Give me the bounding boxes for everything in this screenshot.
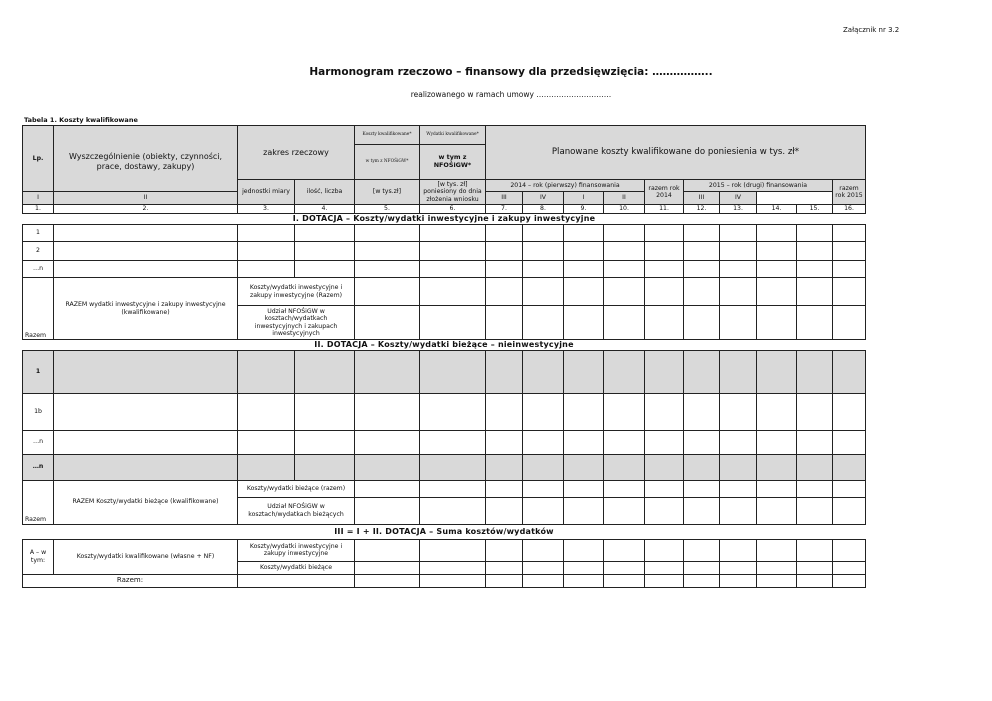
cell[interactable] bbox=[720, 480, 757, 497]
table-row bbox=[23, 430, 866, 454]
row-number: 1 bbox=[23, 225, 54, 242]
cell[interactable] bbox=[757, 350, 797, 393]
cell[interactable] bbox=[486, 454, 523, 480]
cell[interactable] bbox=[757, 242, 797, 261]
cell[interactable] bbox=[238, 430, 295, 454]
cell[interactable] bbox=[54, 350, 238, 393]
header-rok-2014: 2014 – rok (pierwszy) finansowania bbox=[486, 180, 645, 192]
column-numbers-row bbox=[23, 205, 866, 214]
table-row bbox=[23, 261, 866, 278]
cell[interactable] bbox=[54, 430, 238, 454]
cell[interactable] bbox=[564, 561, 604, 574]
table-row bbox=[23, 393, 866, 430]
cell[interactable] bbox=[645, 497, 684, 524]
cell[interactable] bbox=[604, 393, 645, 430]
cell[interactable] bbox=[523, 278, 564, 306]
cell[interactable] bbox=[797, 480, 833, 497]
cost-schedule-table bbox=[22, 125, 866, 588]
header-q1-2014: I bbox=[23, 192, 54, 205]
header-q2-2015: II bbox=[604, 192, 645, 205]
cell[interactable] bbox=[420, 561, 486, 574]
cell[interactable] bbox=[797, 561, 833, 574]
col-number: 13. bbox=[720, 205, 757, 214]
section-2-title: II. DOTACJA – Koszty/wydatki bieżące – nieinwestycyjne bbox=[23, 340, 866, 351]
cell[interactable] bbox=[486, 242, 523, 261]
cell[interactable] bbox=[564, 261, 604, 278]
razem-label: Razem bbox=[23, 278, 54, 340]
section-3-title: III = I + II. DOTACJA – Suma kosztów/wydatków bbox=[23, 524, 866, 539]
cell[interactable] bbox=[604, 225, 645, 242]
cell[interactable] bbox=[564, 350, 604, 393]
cell[interactable] bbox=[564, 454, 604, 480]
cell[interactable] bbox=[355, 278, 420, 306]
cell[interactable] bbox=[486, 278, 523, 306]
cell[interactable] bbox=[684, 278, 720, 306]
cell[interactable] bbox=[564, 430, 604, 454]
header-q2-2014: II bbox=[54, 192, 238, 205]
cell[interactable] bbox=[604, 306, 645, 340]
col-number: 16. bbox=[833, 205, 866, 214]
table-row bbox=[23, 350, 866, 393]
cell[interactable] bbox=[797, 393, 833, 430]
header-w-tys: [w tys.zł] bbox=[355, 180, 420, 205]
cell[interactable] bbox=[684, 225, 720, 242]
header-poniesiony: [w tys. zł] poniesiony do dnia złożenia wniosku bbox=[420, 180, 486, 205]
col-number: 11. bbox=[645, 205, 684, 214]
cell[interactable] bbox=[720, 539, 757, 561]
cell[interactable] bbox=[486, 261, 523, 278]
cell[interactable] bbox=[645, 454, 684, 480]
section-3-sub-current: Koszty/wydatki bieżące bbox=[238, 561, 355, 574]
cell[interactable] bbox=[797, 278, 833, 306]
cell[interactable] bbox=[720, 561, 757, 574]
cell[interactable] bbox=[523, 497, 564, 524]
cell[interactable] bbox=[523, 225, 564, 242]
header-q3-2015: III bbox=[684, 192, 720, 205]
cell[interactable] bbox=[757, 261, 797, 278]
cell[interactable] bbox=[645, 574, 684, 587]
cell[interactable] bbox=[645, 430, 684, 454]
cell[interactable] bbox=[757, 574, 797, 587]
cell[interactable] bbox=[833, 430, 866, 454]
header-q3-2014: III bbox=[486, 192, 523, 205]
header-jednostki: jednostki miary bbox=[238, 180, 295, 205]
cell[interactable] bbox=[238, 261, 295, 278]
cell[interactable] bbox=[564, 278, 604, 306]
section-1-title: I. DOTACJA – Koszty/wydatki inwestycyjne i zakupy inwestycyjne bbox=[23, 214, 866, 225]
cell[interactable] bbox=[238, 350, 295, 393]
cell[interactable] bbox=[54, 242, 238, 261]
cell[interactable] bbox=[757, 454, 797, 480]
cell[interactable] bbox=[720, 306, 757, 340]
cell[interactable] bbox=[486, 539, 523, 561]
cell[interactable] bbox=[420, 393, 486, 430]
cell[interactable] bbox=[486, 225, 523, 242]
cell[interactable] bbox=[757, 561, 797, 574]
cell[interactable] bbox=[833, 480, 866, 497]
cell[interactable] bbox=[720, 242, 757, 261]
cell[interactable] bbox=[420, 497, 486, 524]
cell[interactable] bbox=[797, 430, 833, 454]
col-number: 9. bbox=[564, 205, 604, 214]
col-number: 15. bbox=[797, 205, 833, 214]
cell[interactable] bbox=[684, 393, 720, 430]
razem-label: Razem bbox=[23, 480, 54, 524]
cell[interactable] bbox=[645, 242, 684, 261]
cell[interactable] bbox=[355, 454, 420, 480]
cell[interactable] bbox=[564, 393, 604, 430]
cell[interactable] bbox=[720, 350, 757, 393]
cell[interactable] bbox=[238, 574, 355, 587]
header-w-tym-nfosigw: w tym z NFOŚiGW* bbox=[420, 145, 486, 180]
cell[interactable] bbox=[523, 350, 564, 393]
cell[interactable] bbox=[523, 393, 564, 430]
cell[interactable] bbox=[684, 454, 720, 480]
header-razem-2015: razem rok 2015 bbox=[833, 180, 866, 205]
cell[interactable] bbox=[355, 539, 420, 561]
cell[interactable] bbox=[564, 497, 604, 524]
cell[interactable] bbox=[355, 480, 420, 497]
table-row bbox=[23, 574, 866, 587]
cell[interactable] bbox=[684, 261, 720, 278]
cell[interactable] bbox=[355, 225, 420, 242]
cell[interactable] bbox=[420, 350, 486, 393]
cell[interactable] bbox=[720, 225, 757, 242]
cell[interactable] bbox=[604, 278, 645, 306]
header-lp: Lp. bbox=[23, 126, 54, 192]
row-number: …n bbox=[23, 454, 54, 480]
razem-description: RAZEM Koszty/wydatki bieżące (kwalifikowane) bbox=[54, 480, 238, 524]
section-3-description: Koszty/wydatki kwalifikowane (własne + NF) bbox=[54, 539, 238, 574]
cell[interactable] bbox=[564, 539, 604, 561]
header-planowane: Planowane koszty kwalifikowane do poniesienia w tys. zł* bbox=[486, 126, 866, 180]
cell[interactable] bbox=[797, 261, 833, 278]
cell[interactable] bbox=[486, 480, 523, 497]
cell[interactable] bbox=[523, 430, 564, 454]
table-row bbox=[23, 539, 866, 561]
col-number: 1. bbox=[23, 205, 54, 214]
cell[interactable] bbox=[295, 242, 355, 261]
cell[interactable] bbox=[486, 306, 523, 340]
cell[interactable] bbox=[295, 225, 355, 242]
cell[interactable] bbox=[645, 278, 684, 306]
col-number: 6. bbox=[420, 205, 486, 214]
page-title: Harmonogram rzeczowo – finansowy dla przedsięwzięcia: …………….. bbox=[309, 66, 713, 78]
cell[interactable] bbox=[833, 574, 866, 587]
header-wyszczegolnienie: Wyszczególnienie (obiekty, czynności, prace, dostawy, zakupy) bbox=[54, 126, 238, 192]
cell[interactable] bbox=[54, 393, 238, 430]
razem-description: RAZEM wydatki inwestycyjne i zakupy inwestycyjne (kwalifikowane) bbox=[54, 278, 238, 340]
cell[interactable] bbox=[295, 454, 355, 480]
table-row bbox=[23, 242, 866, 261]
col-number: 5. bbox=[355, 205, 420, 214]
table-row bbox=[23, 278, 866, 306]
row-number: …n bbox=[23, 430, 54, 454]
page-subtitle: realizowanego w ramach umowy ………………………… bbox=[410, 90, 612, 99]
row-number: …n bbox=[23, 261, 54, 278]
cell[interactable] bbox=[420, 306, 486, 340]
cell[interactable] bbox=[684, 497, 720, 524]
cell[interactable] bbox=[797, 225, 833, 242]
cell[interactable] bbox=[564, 306, 604, 340]
cell[interactable] bbox=[757, 480, 797, 497]
cell[interactable] bbox=[684, 574, 720, 587]
cell[interactable] bbox=[645, 480, 684, 497]
cell[interactable] bbox=[295, 430, 355, 454]
col-number: 2. bbox=[54, 205, 238, 214]
cell[interactable] bbox=[720, 454, 757, 480]
cell[interactable] bbox=[833, 225, 866, 242]
cell[interactable] bbox=[604, 539, 645, 561]
header-ilosc: ilość, liczba bbox=[295, 180, 355, 205]
cell[interactable] bbox=[720, 497, 757, 524]
row-number: 1 bbox=[23, 350, 54, 393]
cell[interactable] bbox=[645, 350, 684, 393]
cell[interactable] bbox=[523, 561, 564, 574]
header-q4-2014: IV bbox=[523, 192, 564, 205]
cell[interactable] bbox=[604, 497, 645, 524]
cell[interactable] bbox=[486, 561, 523, 574]
cell[interactable] bbox=[420, 574, 486, 587]
cell[interactable] bbox=[355, 561, 420, 574]
header-zakres: zakres rzeczowy bbox=[238, 126, 355, 180]
cell[interactable] bbox=[523, 480, 564, 497]
cell[interactable] bbox=[523, 306, 564, 340]
cell[interactable] bbox=[604, 561, 645, 574]
cell[interactable] bbox=[420, 225, 486, 242]
cell[interactable] bbox=[797, 497, 833, 524]
cell[interactable] bbox=[355, 242, 420, 261]
cell[interactable] bbox=[486, 393, 523, 430]
cell[interactable] bbox=[420, 480, 486, 497]
cell[interactable] bbox=[833, 454, 866, 480]
col-number: 4. bbox=[295, 205, 355, 214]
cell[interactable] bbox=[355, 306, 420, 340]
cell[interactable] bbox=[797, 242, 833, 261]
cell[interactable] bbox=[645, 261, 684, 278]
cell[interactable] bbox=[604, 430, 645, 454]
cell[interactable] bbox=[238, 454, 295, 480]
cell[interactable] bbox=[523, 574, 564, 587]
cell[interactable] bbox=[684, 430, 720, 454]
cell[interactable] bbox=[684, 539, 720, 561]
cell[interactable] bbox=[295, 350, 355, 393]
col-number: 12. bbox=[684, 205, 720, 214]
cell[interactable] bbox=[564, 242, 604, 261]
cell[interactable] bbox=[420, 539, 486, 561]
cell[interactable] bbox=[54, 261, 238, 278]
cell[interactable] bbox=[523, 242, 564, 261]
col-number: 8. bbox=[523, 205, 564, 214]
col-number: 7. bbox=[486, 205, 523, 214]
cell[interactable] bbox=[486, 350, 523, 393]
cell[interactable] bbox=[604, 350, 645, 393]
razem-sub-total: Koszty/wydatki bieżące (razem) bbox=[238, 480, 355, 497]
col-number: 14. bbox=[757, 205, 797, 214]
razem-sub-share: Udział NFOŚiGW w kosztach/wydatkach inwestycyjnych i zakupach inwestycyjnych bbox=[238, 306, 355, 340]
cell[interactable] bbox=[757, 393, 797, 430]
cell[interactable] bbox=[797, 306, 833, 340]
a-label: A – w tym: bbox=[23, 539, 54, 574]
cell[interactable] bbox=[645, 539, 684, 561]
cell[interactable] bbox=[797, 350, 833, 393]
cell[interactable] bbox=[420, 261, 486, 278]
cell[interactable] bbox=[757, 278, 797, 306]
cell[interactable] bbox=[645, 393, 684, 430]
cell[interactable] bbox=[684, 561, 720, 574]
cell[interactable] bbox=[54, 454, 238, 480]
cell[interactable] bbox=[720, 393, 757, 430]
table-row bbox=[23, 454, 866, 480]
cell[interactable] bbox=[238, 225, 295, 242]
cell[interactable] bbox=[720, 278, 757, 306]
cell[interactable] bbox=[720, 261, 757, 278]
cell[interactable] bbox=[420, 242, 486, 261]
header-razem-2014: razem rok 2014 bbox=[645, 180, 684, 205]
cell[interactable] bbox=[295, 393, 355, 430]
cell[interactable] bbox=[54, 225, 238, 242]
cell[interactable] bbox=[833, 539, 866, 561]
cell[interactable] bbox=[645, 561, 684, 574]
header-koszty-kwal: Koszty kwalifikowane* bbox=[355, 126, 420, 145]
cell[interactable] bbox=[604, 574, 645, 587]
cell[interactable] bbox=[757, 539, 797, 561]
cell[interactable] bbox=[564, 225, 604, 242]
header-rok-2015: 2015 – rok (drugi) finansowania bbox=[684, 180, 833, 192]
cell[interactable] bbox=[486, 430, 523, 454]
cell[interactable] bbox=[797, 454, 833, 480]
header-w-tym-nfosigw-small: w tym z NFOŚiGW* bbox=[355, 145, 420, 180]
section-3-sub-investment: Koszty/wydatki inwestycyjne i zakupy inwestycyjne bbox=[238, 539, 355, 561]
cell[interactable] bbox=[238, 393, 295, 430]
cell[interactable] bbox=[355, 574, 420, 587]
cell[interactable] bbox=[486, 497, 523, 524]
table-row bbox=[23, 480, 866, 497]
cell[interactable] bbox=[604, 242, 645, 261]
col-number: 3. bbox=[238, 205, 295, 214]
cell[interactable] bbox=[720, 574, 757, 587]
table-row bbox=[23, 225, 866, 242]
header-q4-2015: IV bbox=[720, 192, 757, 205]
cell[interactable] bbox=[833, 350, 866, 393]
col-number: 10. bbox=[604, 205, 645, 214]
cell[interactable] bbox=[833, 261, 866, 278]
cell[interactable] bbox=[420, 454, 486, 480]
cell[interactable] bbox=[523, 539, 564, 561]
cell[interactable] bbox=[564, 574, 604, 587]
cell[interactable] bbox=[645, 225, 684, 242]
cell[interactable] bbox=[684, 480, 720, 497]
section-3-razem: Razem: bbox=[23, 574, 238, 587]
cell[interactable] bbox=[238, 242, 295, 261]
cell[interactable] bbox=[355, 393, 420, 430]
row-number: 2 bbox=[23, 242, 54, 261]
cell[interactable] bbox=[564, 480, 604, 497]
cell[interactable] bbox=[486, 574, 523, 587]
cell[interactable] bbox=[355, 497, 420, 524]
cell[interactable] bbox=[355, 261, 420, 278]
cell[interactable] bbox=[720, 430, 757, 454]
table-caption: Tabela 1. Koszty kwalifikowane bbox=[24, 116, 138, 124]
cell[interactable] bbox=[757, 497, 797, 524]
cell[interactable] bbox=[604, 261, 645, 278]
cell[interactable] bbox=[833, 393, 866, 430]
row-number: 1b bbox=[23, 393, 54, 430]
cell[interactable] bbox=[355, 430, 420, 454]
razem-sub-share: Udział NFOŚiGW w kosztach/wydatkach bieżących bbox=[238, 497, 355, 524]
cell[interactable] bbox=[355, 350, 420, 393]
cell[interactable] bbox=[797, 574, 833, 587]
cell[interactable] bbox=[684, 306, 720, 340]
cell[interactable] bbox=[684, 350, 720, 393]
razem-sub-total: Koszty/wydatki inwestycyjne i zakupy inwestycyjne (Razem) bbox=[238, 278, 355, 306]
header-wydatki-kwal: Wydatki kwalifikowane* bbox=[420, 126, 486, 145]
cell[interactable] bbox=[604, 454, 645, 480]
cell[interactable] bbox=[684, 242, 720, 261]
cell[interactable] bbox=[757, 306, 797, 340]
cell[interactable] bbox=[757, 430, 797, 454]
cell[interactable] bbox=[645, 306, 684, 340]
cell[interactable] bbox=[757, 225, 797, 242]
cell[interactable] bbox=[833, 497, 866, 524]
cell[interactable] bbox=[833, 242, 866, 261]
cell[interactable] bbox=[295, 261, 355, 278]
annex-label: Załącznik nr 3.2 bbox=[843, 26, 900, 34]
cell[interactable] bbox=[604, 480, 645, 497]
cell[interactable] bbox=[523, 454, 564, 480]
cell[interactable] bbox=[797, 539, 833, 561]
cell[interactable] bbox=[420, 430, 486, 454]
cell[interactable] bbox=[833, 561, 866, 574]
cell[interactable] bbox=[420, 278, 486, 306]
header-q1-2015: I bbox=[564, 192, 604, 205]
cell[interactable] bbox=[833, 306, 866, 340]
cell[interactable] bbox=[523, 261, 564, 278]
cell[interactable] bbox=[833, 278, 866, 306]
